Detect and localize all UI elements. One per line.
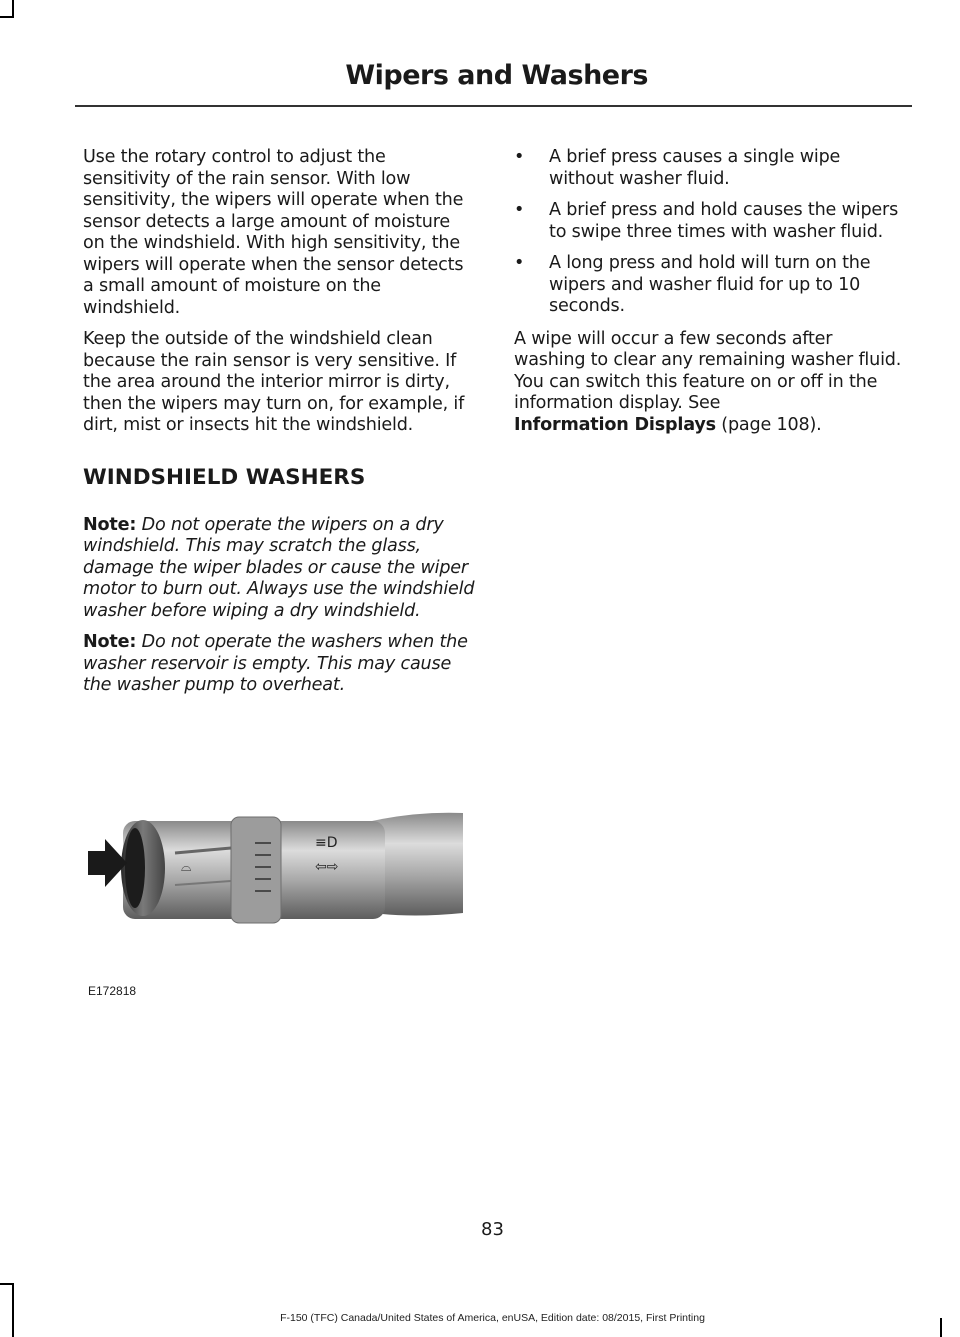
page-number: 83 <box>481 1219 504 1240</box>
windshield-clean-paragraph: Keep the outside of the windshield clean because the rain sensor is very sensitive. If the area around the interior mirror is dirty, then the wipers may turn on, for example, if dirt, mist or insects hit the windshield. <box>83 329 465 435</box>
list-item: • A long press and hold will turn on the wipers and washer fluid for up to 10 seconds. <box>514 253 906 318</box>
turn-signal-icon: ⇦⇨ <box>315 859 339 875</box>
list-item: • A brief press and hold causes the wipers to swipe three times with washer fluid. <box>514 200 906 243</box>
note-label: Note: <box>83 514 137 535</box>
left-column <box>83 147 475 707</box>
press-direction-arrow-icon <box>88 839 127 887</box>
washer-operation-list <box>514 147 906 318</box>
list-item: • A brief press causes a single wipe without washer fluid. <box>514 147 906 190</box>
section-heading-windshield-washers: WINDSHIELD WASHERS <box>83 464 366 490</box>
crop-mark-top-left-h <box>0 16 14 18</box>
figure-code: E172818 <box>88 984 137 998</box>
headlamp-icon: ≡D <box>315 835 338 851</box>
header-rule <box>75 105 912 107</box>
note-text: Do not operate the washers when the washer reservoir is empty. This may cause the washer pump to overheat. <box>83 632 468 695</box>
crop-mark-bottom-left <box>12 1283 14 1337</box>
rain-sensor-paragraph: Use the rotary control to adjust the sensitivity of the rain sensor. With low sensitivity, the wipers will operate when the sensor detects a large amount of moisture on the windshield. With high sensitivity, the wipers will operate when the sensor detects a small amount of moisture on the windshield. <box>83 147 464 318</box>
wiper-stalk-image <box>83 803 463 973</box>
note-text: Do not operate the wipers on a dry windshield. This may scratch the glass, damage the wiper blades or cause the wiper motor to burn out. Always use the windshield washer before wiping a dry windshield. <box>83 514 475 621</box>
wipe-after-washing-paragraph <box>514 329 906 437</box>
page-header-title: Wipers and Washers <box>345 60 648 91</box>
note-empty-reservoir <box>83 632 475 697</box>
wiper-stalk-illustration <box>83 803 463 1000</box>
crop-mark-bottom-left-h <box>0 1283 14 1285</box>
note-label: Note: <box>83 632 137 652</box>
footer-edition-info: F-150 (TFC) Canada/United States of America, enUSA, Edition date: 08/2015, First Printing <box>280 1312 705 1324</box>
paragraph-text: A wipe will occur a few seconds after washing to clear any remaining washer fluid. You can switch this feature on or off in the information display. See <box>514 328 902 413</box>
right-column <box>514 147 906 446</box>
note-dry-windshield <box>83 515 475 623</box>
wiper-symbol-icon: ⌓ <box>181 860 192 875</box>
page-reference: (page 108). <box>721 414 822 435</box>
information-displays-link[interactable]: Information Displays <box>514 414 716 435</box>
